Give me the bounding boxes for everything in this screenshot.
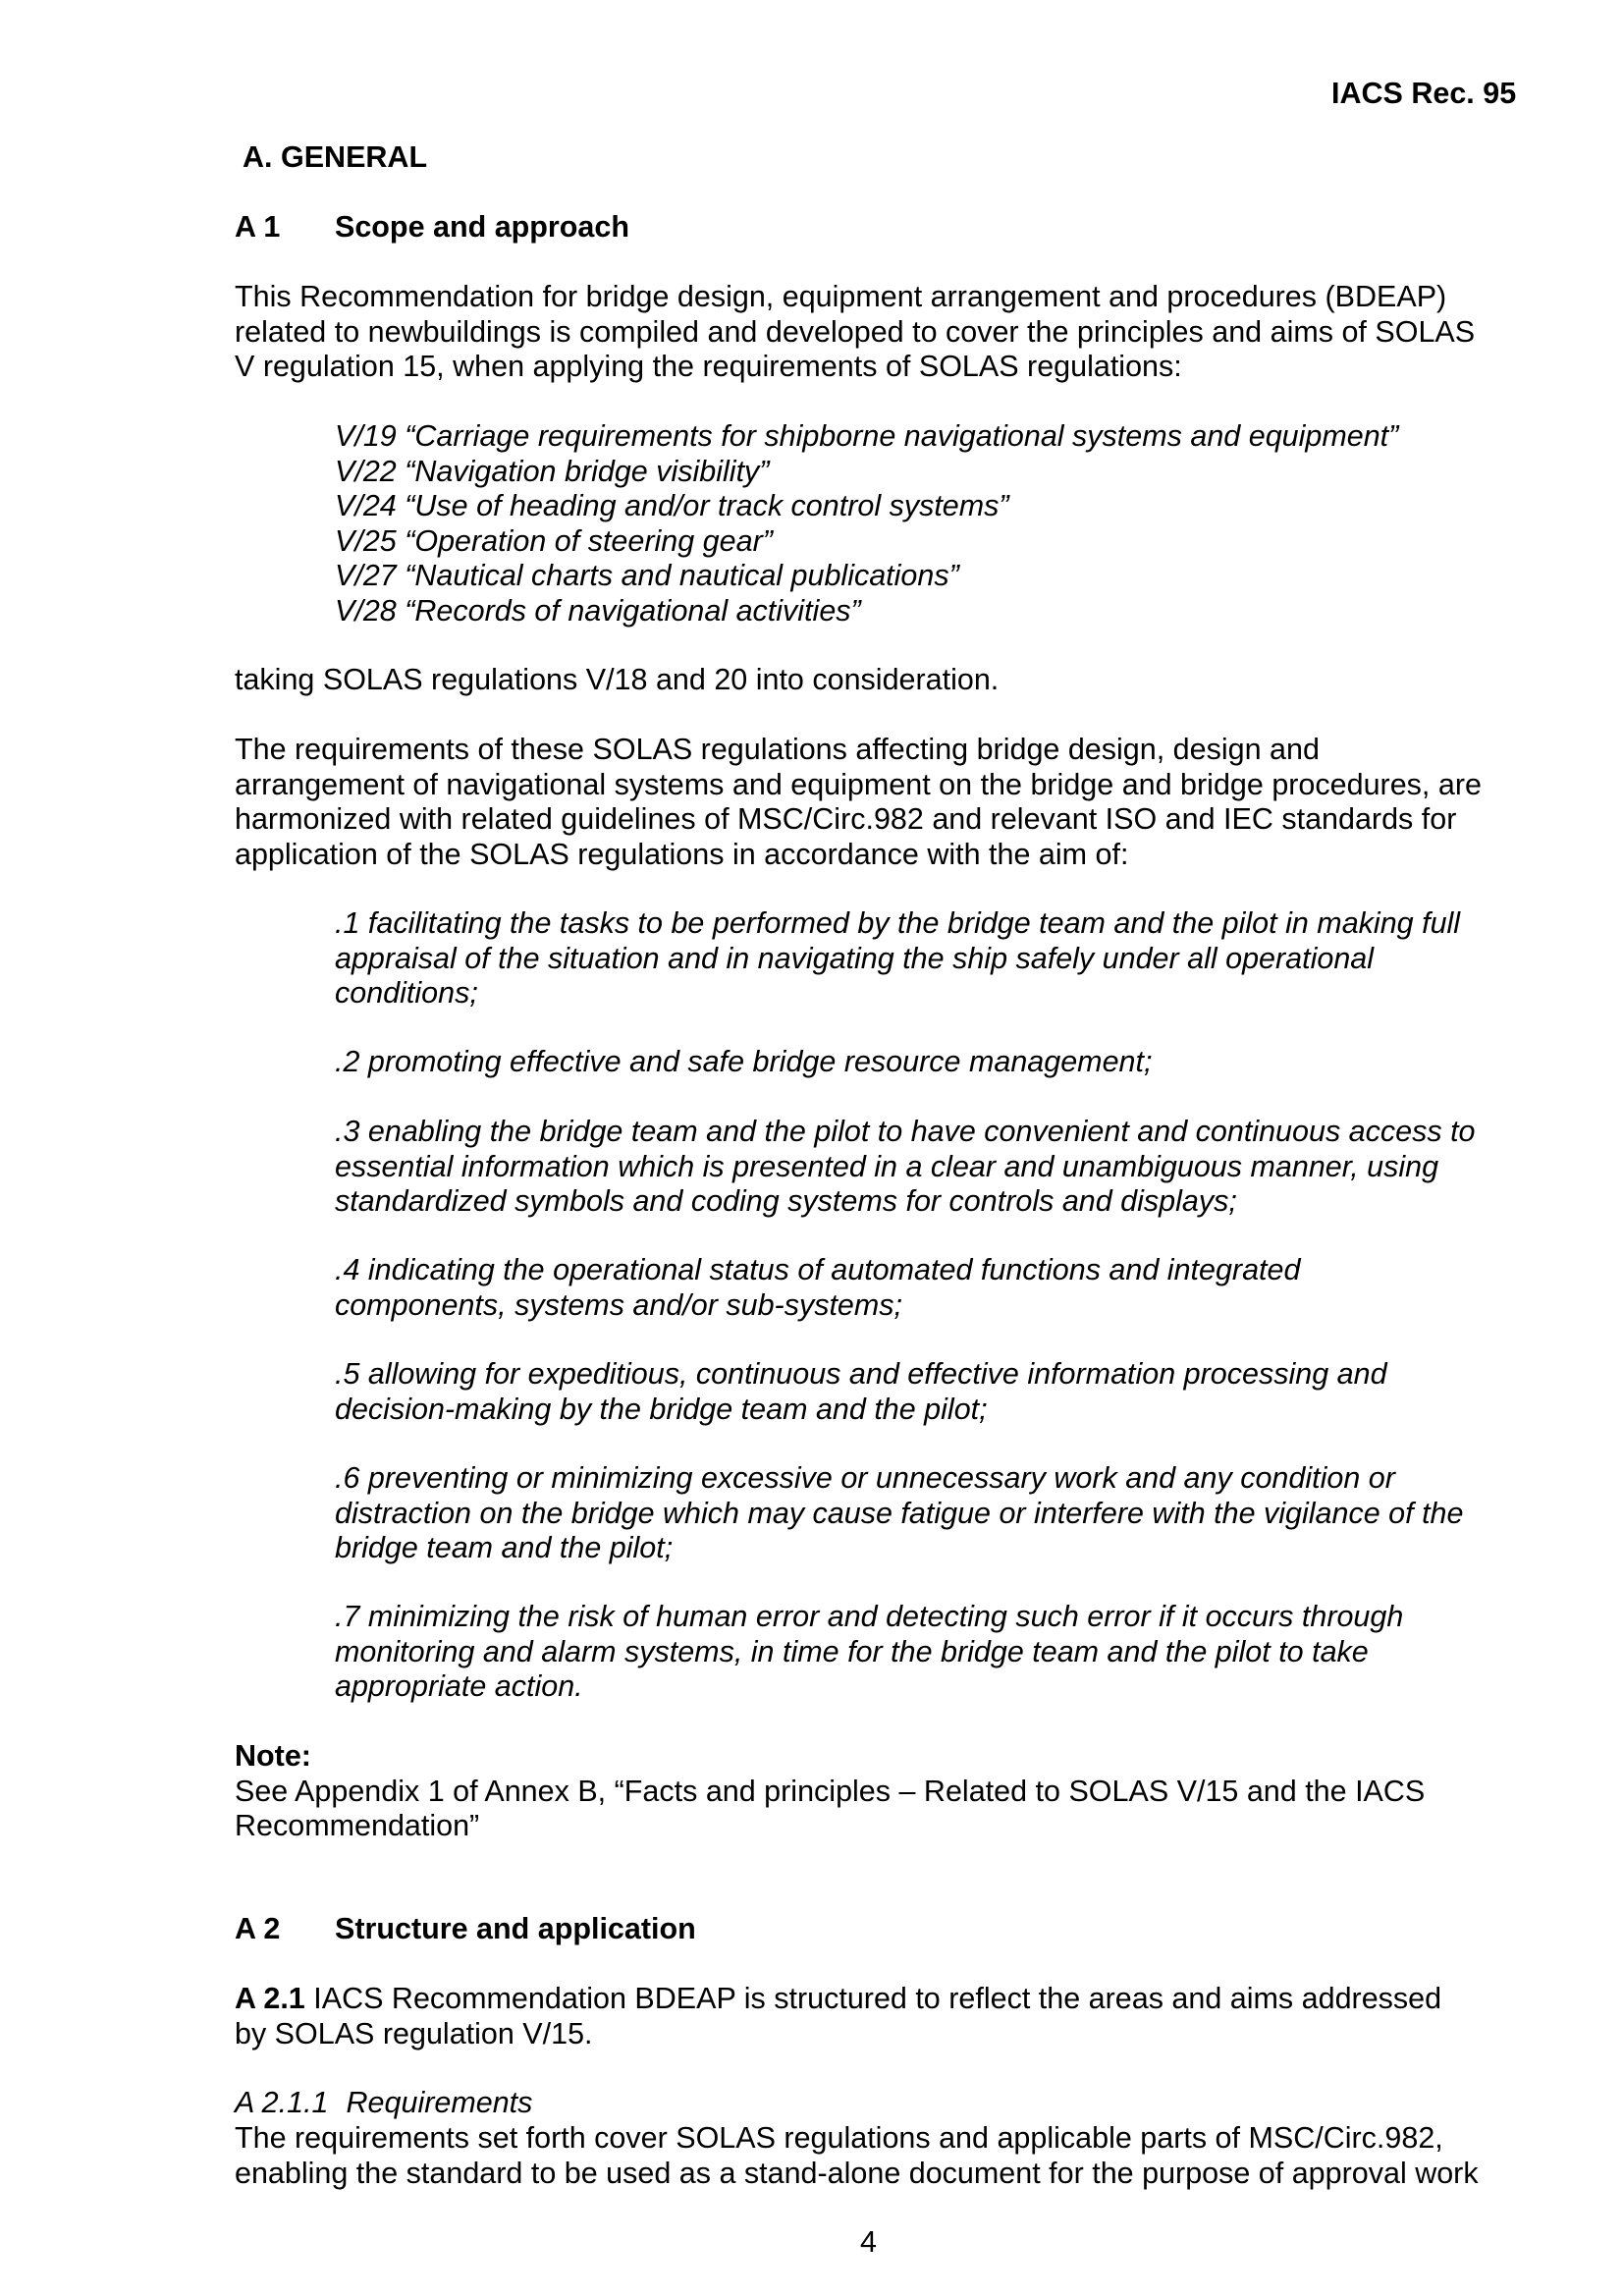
aim-item xyxy=(335,906,1460,1011)
text-line: See Appendix 1 of Annex B, “Facts and principles – Related to SOLAS V/15 and the IACS xyxy=(235,1774,1426,1808)
a1-title: Scope and approach xyxy=(335,210,629,244)
a2-1-1-number: A 2.1.1 xyxy=(235,2086,329,2119)
text-line: essential information which is presented in a clear and unambiguous manner, using xyxy=(335,1149,1439,1183)
a2-title: Structure and application xyxy=(335,1912,696,1945)
aim-item xyxy=(335,1357,1387,1427)
a2-1-1-title: Requirements xyxy=(346,2086,533,2119)
aim-item xyxy=(335,1461,1463,1566)
aim-item xyxy=(335,1600,1403,1705)
regulation-item: V/24 “Use of heading and/or track control systems” xyxy=(335,489,1009,522)
regulation-item: V/19 “Carriage requirements for shipborne navigational systems and equipment” xyxy=(335,419,1399,453)
regulation-list xyxy=(335,419,1398,629)
text-line: by SOLAS regulation V/15. xyxy=(235,2016,593,2050)
text-line: .3 enabling the bridge team and the pilot to have convenient and continuous access to xyxy=(335,1115,1476,1148)
text-line: monitoring and alarm systems, in time for the bridge team and the pilot to take xyxy=(335,1634,1369,1668)
text-line: V regulation 15, when applying the requirements of SOLAS regulations: xyxy=(235,350,1182,383)
text-line: .5 allowing for expeditious, continuous and effective information processing and xyxy=(335,1357,1387,1391)
text-line: components, systems and/or sub-systems; xyxy=(335,1287,903,1322)
a1-intro-paragraph xyxy=(235,280,1475,385)
text-line: Recommendation” xyxy=(235,1809,480,1842)
text-line: arrangement of navigational systems and equipment on the bridge and bridge procedures, are xyxy=(235,767,1482,801)
a2-1-1-paragraph xyxy=(235,2121,1479,2191)
text-line: harmonized with related guidelines of MSC/Circ.982 and relevant ISO and IEC standards for xyxy=(235,802,1457,836)
regulation-item: V/22 “Navigation bridge visibility” xyxy=(335,454,770,488)
text-line: distraction on the bridge which may cause fatigue or interfere with the vigilance of the xyxy=(335,1496,1464,1530)
regulation-item: V/25 “Operation of steering gear” xyxy=(335,523,773,558)
a2-1-text: IACS Recommendation BDEAP is structured to reflect the areas and aims addressed xyxy=(304,1982,1442,2015)
regulation-item: V/27 “Nautical charts and nautical publications” xyxy=(335,559,959,592)
text-line: .2 promoting effective and safe bridge resource management; xyxy=(335,1045,1153,1078)
text-line: .1 facilitating the tasks to be performed by the bridge team and the pilot in making full xyxy=(335,906,1461,940)
text-line: standardized symbols and coding systems for controls and displays; xyxy=(335,1184,1237,1218)
consideration-text: taking SOLAS regulations V/18 and 20 into consideration. xyxy=(235,663,1000,696)
text-line: bridge team and the pilot; xyxy=(335,1531,674,1564)
document-reference: IACS Rec. 95 xyxy=(1331,77,1517,110)
a2-1-number: A 2.1 xyxy=(235,1982,305,2015)
text-line: enabling the standard to be used as a stand-alone document for the purpose of approval work xyxy=(235,2156,1479,2190)
text-line: .6 preventing or minimizing excessive or unnecessary work and any condition or xyxy=(335,1461,1395,1495)
text-line: appraisal of the situation and in navigating the ship safely under all operational xyxy=(335,941,1375,975)
note-block xyxy=(235,1739,1425,1844)
section-title: A. GENERAL xyxy=(243,140,428,174)
a2-number: A 2 xyxy=(235,1912,281,1945)
text-line: This Recommendation for bridge design, equipment arrangement and procedures (BDEAP) xyxy=(235,280,1447,313)
aim-item xyxy=(335,1045,1152,1080)
text-line: application of the SOLAS regulations in accordance with the aim of: xyxy=(235,837,1129,871)
text-line: related to newbuildings is compiled and developed to cover the principles and aims of SOLAS xyxy=(235,314,1476,349)
a2-1-1-heading xyxy=(235,2086,532,2121)
aim-item xyxy=(335,1115,1476,1220)
text-line: .4 indicating the operational status of automated functions and integrated xyxy=(335,1253,1301,1286)
page-number: 4 xyxy=(860,2225,877,2259)
text-line: decision-making by the bridge team and the pilot; xyxy=(335,1392,988,1426)
requirements-paragraph xyxy=(235,733,1482,872)
text-line: The requirements set forth cover SOLAS regulations and applicable parts of MSC/Circ.982, xyxy=(235,2121,1443,2155)
regulation-item: V/28 “Records of navigational activities” xyxy=(335,593,861,628)
a2-1-paragraph xyxy=(235,1982,1441,2051)
text-line xyxy=(235,1982,1441,2017)
text-line: .7 minimizing the risk of human error and detecting such error if it occurs through xyxy=(335,1600,1404,1633)
aim-item xyxy=(335,1253,1300,1323)
text-line: The requirements of these SOLAS regulations affecting bridge design, design and xyxy=(235,733,1320,766)
note-label: Note: xyxy=(235,1739,311,1773)
text-line: conditions; xyxy=(335,976,478,1010)
a1-number: A 1 xyxy=(235,210,281,244)
text-line: appropriate action. xyxy=(335,1669,583,1703)
